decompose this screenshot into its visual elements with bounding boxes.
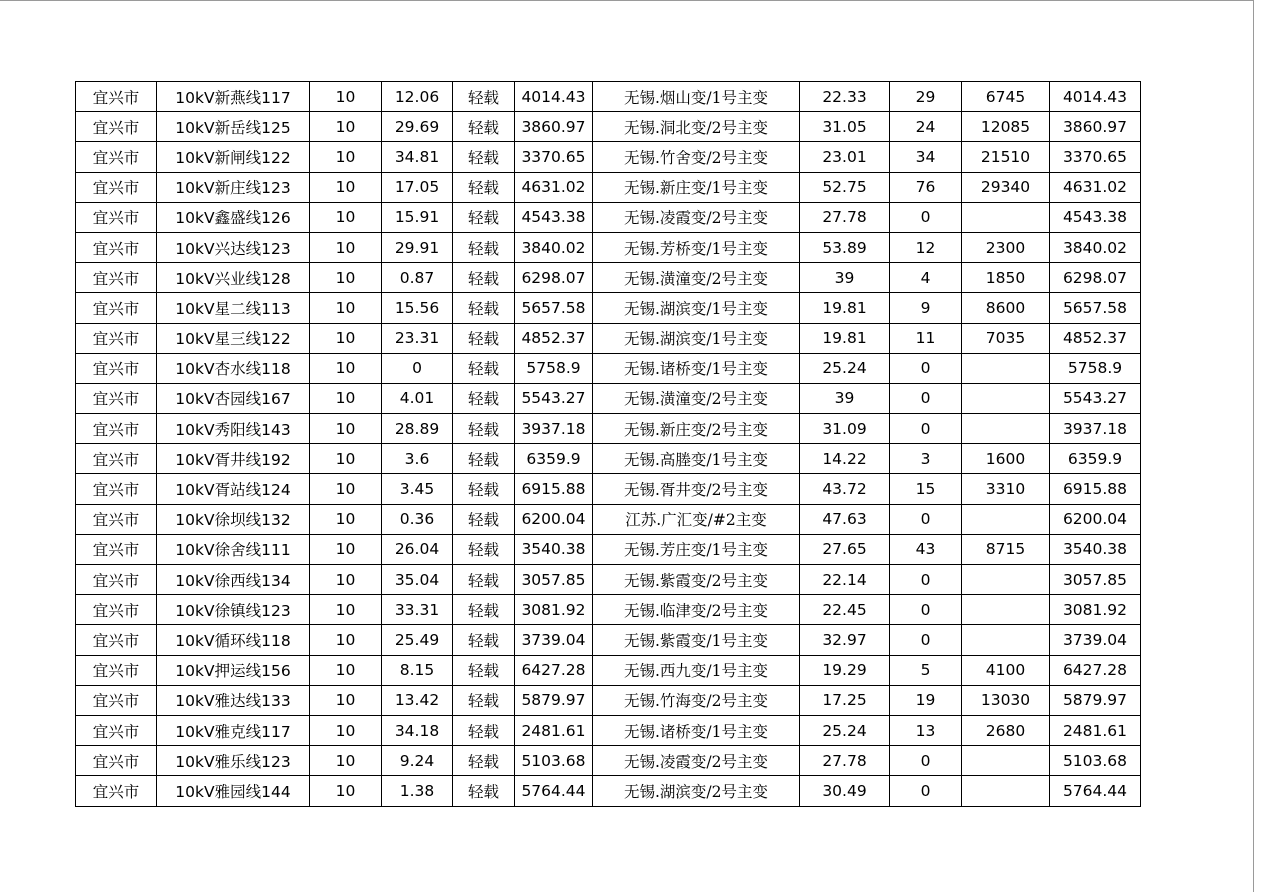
table-row bbox=[76, 383, 1141, 413]
load-status-cell: 轻载 bbox=[453, 776, 515, 806]
transformer-rate-cell: 30.49 bbox=[800, 776, 890, 806]
user-capacity-cell bbox=[962, 353, 1050, 383]
transformer-cell: 无锡.诸桥变/1号主变 bbox=[593, 353, 800, 383]
transformer-rate-cell: 14.22 bbox=[800, 444, 890, 474]
user-capacity-cell bbox=[962, 746, 1050, 776]
user-capacity-cell: 12085 bbox=[962, 112, 1050, 142]
rate-cell: 15.56 bbox=[382, 293, 453, 323]
voltage-cell: 10 bbox=[310, 655, 382, 685]
user-capacity-cell: 4100 bbox=[962, 655, 1050, 685]
line-name-cell: 10kV新燕线117 bbox=[157, 82, 310, 112]
available-capacity-cell: 4631.02 bbox=[1050, 172, 1141, 202]
voltage-cell: 10 bbox=[310, 474, 382, 504]
transformer-cell: 无锡.湖滨变/1号主变 bbox=[593, 293, 800, 323]
voltage-cell: 10 bbox=[310, 685, 382, 715]
voltage-cell: 10 bbox=[310, 444, 382, 474]
available-capacity-cell: 3057.85 bbox=[1050, 565, 1141, 595]
load-status-cell: 轻载 bbox=[453, 595, 515, 625]
voltage-cell: 10 bbox=[310, 565, 382, 595]
capacity-cell: 6359.9 bbox=[515, 444, 593, 474]
table-row bbox=[76, 232, 1141, 262]
user-capacity-cell bbox=[962, 595, 1050, 625]
line-name-cell: 10kV兴达线123 bbox=[157, 232, 310, 262]
load-status-cell: 轻载 bbox=[453, 655, 515, 685]
transformer-cell: 无锡.高塍变/1号主变 bbox=[593, 444, 800, 474]
available-capacity-cell: 5103.68 bbox=[1050, 746, 1141, 776]
transformer-cell: 无锡.湖滨变/2号主变 bbox=[593, 776, 800, 806]
load-status-cell: 轻载 bbox=[453, 112, 515, 142]
table-row bbox=[76, 142, 1141, 172]
table-row bbox=[76, 323, 1141, 353]
transformer-rate-cell: 39 bbox=[800, 383, 890, 413]
transformer-rate-cell: 27.78 bbox=[800, 746, 890, 776]
load-status-cell: 轻载 bbox=[453, 232, 515, 262]
available-capacity-cell: 5879.97 bbox=[1050, 685, 1141, 715]
rate-cell: 12.06 bbox=[382, 82, 453, 112]
line-name-cell: 10kV胥井线192 bbox=[157, 444, 310, 474]
user-capacity-cell bbox=[962, 383, 1050, 413]
city-cell: 宜兴市 bbox=[76, 202, 157, 232]
rate-cell: 26.04 bbox=[382, 534, 453, 564]
line-name-cell: 10kV胥站线124 bbox=[157, 474, 310, 504]
table-row bbox=[76, 444, 1141, 474]
city-cell: 宜兴市 bbox=[76, 323, 157, 353]
voltage-cell: 10 bbox=[310, 595, 382, 625]
rate-cell: 8.15 bbox=[382, 655, 453, 685]
user-capacity-cell: 1600 bbox=[962, 444, 1050, 474]
capacity-cell: 4631.02 bbox=[515, 172, 593, 202]
voltage-cell: 10 bbox=[310, 142, 382, 172]
city-cell: 宜兴市 bbox=[76, 504, 157, 534]
user-capacity-cell bbox=[962, 625, 1050, 655]
line-name-cell: 10kV新岳线125 bbox=[157, 112, 310, 142]
rate-cell: 3.6 bbox=[382, 444, 453, 474]
table-row bbox=[76, 685, 1141, 715]
count-cell: 0 bbox=[890, 504, 962, 534]
count-cell: 4 bbox=[890, 263, 962, 293]
line-name-cell: 10kV徐舍线111 bbox=[157, 534, 310, 564]
transformer-rate-cell: 27.65 bbox=[800, 534, 890, 564]
rate-cell: 35.04 bbox=[382, 565, 453, 595]
city-cell: 宜兴市 bbox=[76, 534, 157, 564]
user-capacity-cell: 6745 bbox=[962, 82, 1050, 112]
transformer-cell: 无锡.芳庄变/1号主变 bbox=[593, 534, 800, 564]
line-name-cell: 10kV新庄线123 bbox=[157, 172, 310, 202]
line-name-cell: 10kV徐镇线123 bbox=[157, 595, 310, 625]
user-capacity-cell bbox=[962, 565, 1050, 595]
rate-cell: 34.81 bbox=[382, 142, 453, 172]
count-cell: 0 bbox=[890, 746, 962, 776]
transformer-rate-cell: 39 bbox=[800, 263, 890, 293]
line-name-cell: 10kV杏园线167 bbox=[157, 383, 310, 413]
voltage-cell: 10 bbox=[310, 776, 382, 806]
line-name-cell: 10kV鑫盛线126 bbox=[157, 202, 310, 232]
city-cell: 宜兴市 bbox=[76, 142, 157, 172]
available-capacity-cell: 6427.28 bbox=[1050, 655, 1141, 685]
table-row bbox=[76, 504, 1141, 534]
count-cell: 76 bbox=[890, 172, 962, 202]
table-row bbox=[76, 293, 1141, 323]
available-capacity-cell: 5758.9 bbox=[1050, 353, 1141, 383]
available-capacity-cell: 4543.38 bbox=[1050, 202, 1141, 232]
capacity-cell: 3057.85 bbox=[515, 565, 593, 595]
city-cell: 宜兴市 bbox=[76, 353, 157, 383]
count-cell: 0 bbox=[890, 202, 962, 232]
voltage-cell: 10 bbox=[310, 232, 382, 262]
load-status-cell: 轻载 bbox=[453, 323, 515, 353]
rate-cell: 33.31 bbox=[382, 595, 453, 625]
line-name-cell: 10kV雅乐线123 bbox=[157, 746, 310, 776]
count-cell: 43 bbox=[890, 534, 962, 564]
user-capacity-cell: 2680 bbox=[962, 715, 1050, 745]
transformer-rate-cell: 47.63 bbox=[800, 504, 890, 534]
data-table bbox=[75, 81, 1141, 807]
transformer-rate-cell: 19.81 bbox=[800, 293, 890, 323]
capacity-cell: 6915.88 bbox=[515, 474, 593, 504]
capacity-cell: 3860.97 bbox=[515, 112, 593, 142]
voltage-cell: 10 bbox=[310, 263, 382, 293]
count-cell: 0 bbox=[890, 353, 962, 383]
capacity-cell: 4014.43 bbox=[515, 82, 593, 112]
transformer-cell: 无锡.新庄变/2号主变 bbox=[593, 414, 800, 444]
capacity-cell: 5103.68 bbox=[515, 746, 593, 776]
rate-cell: 25.49 bbox=[382, 625, 453, 655]
capacity-cell: 3937.18 bbox=[515, 414, 593, 444]
user-capacity-cell bbox=[962, 202, 1050, 232]
transformer-rate-cell: 32.97 bbox=[800, 625, 890, 655]
rate-cell: 28.89 bbox=[382, 414, 453, 444]
count-cell: 15 bbox=[890, 474, 962, 504]
load-status-cell: 轻载 bbox=[453, 444, 515, 474]
city-cell: 宜兴市 bbox=[76, 172, 157, 202]
transformer-cell: 无锡.凌霞变/2号主变 bbox=[593, 746, 800, 776]
capacity-cell: 5764.44 bbox=[515, 776, 593, 806]
city-cell: 宜兴市 bbox=[76, 715, 157, 745]
transformer-cell: 无锡.临津变/2号主变 bbox=[593, 595, 800, 625]
voltage-cell: 10 bbox=[310, 414, 382, 444]
available-capacity-cell: 3540.38 bbox=[1050, 534, 1141, 564]
city-cell: 宜兴市 bbox=[76, 414, 157, 444]
transformer-cell: 无锡.西九变/1号主变 bbox=[593, 655, 800, 685]
count-cell: 12 bbox=[890, 232, 962, 262]
available-capacity-cell: 5543.27 bbox=[1050, 383, 1141, 413]
user-capacity-cell: 13030 bbox=[962, 685, 1050, 715]
city-cell: 宜兴市 bbox=[76, 565, 157, 595]
load-status-cell: 轻载 bbox=[453, 353, 515, 383]
user-capacity-cell: 21510 bbox=[962, 142, 1050, 172]
voltage-cell: 10 bbox=[310, 202, 382, 232]
city-cell: 宜兴市 bbox=[76, 474, 157, 504]
line-name-cell: 10kV星三线122 bbox=[157, 323, 310, 353]
capacity-cell: 5879.97 bbox=[515, 685, 593, 715]
transformer-cell: 无锡.潢潼变/2号主变 bbox=[593, 383, 800, 413]
city-cell: 宜兴市 bbox=[76, 685, 157, 715]
line-name-cell: 10kV秀阳线143 bbox=[157, 414, 310, 444]
user-capacity-cell: 1850 bbox=[962, 263, 1050, 293]
load-status-cell: 轻载 bbox=[453, 263, 515, 293]
transformer-rate-cell: 53.89 bbox=[800, 232, 890, 262]
rate-cell: 17.05 bbox=[382, 172, 453, 202]
capacity-cell: 5758.9 bbox=[515, 353, 593, 383]
city-cell: 宜兴市 bbox=[76, 263, 157, 293]
voltage-cell: 10 bbox=[310, 746, 382, 776]
transformer-rate-cell: 25.24 bbox=[800, 353, 890, 383]
rate-cell: 29.69 bbox=[382, 112, 453, 142]
transformer-cell: 无锡.凌霞变/2号主变 bbox=[593, 202, 800, 232]
available-capacity-cell: 3860.97 bbox=[1050, 112, 1141, 142]
transformer-cell: 无锡.新庄变/1号主变 bbox=[593, 172, 800, 202]
city-cell: 宜兴市 bbox=[76, 112, 157, 142]
transformer-cell: 无锡.诸桥变/1号主变 bbox=[593, 715, 800, 745]
load-status-cell: 轻载 bbox=[453, 383, 515, 413]
user-capacity-cell: 29340 bbox=[962, 172, 1050, 202]
table-row bbox=[76, 353, 1141, 383]
available-capacity-cell: 6200.04 bbox=[1050, 504, 1141, 534]
count-cell: 24 bbox=[890, 112, 962, 142]
load-status-cell: 轻载 bbox=[453, 293, 515, 323]
rate-cell: 0.87 bbox=[382, 263, 453, 293]
line-name-cell: 10kV杏水线118 bbox=[157, 353, 310, 383]
city-cell: 宜兴市 bbox=[76, 625, 157, 655]
rate-cell: 29.91 bbox=[382, 232, 453, 262]
voltage-cell: 10 bbox=[310, 534, 382, 564]
capacity-cell: 4852.37 bbox=[515, 323, 593, 353]
rate-cell: 1.38 bbox=[382, 776, 453, 806]
user-capacity-cell bbox=[962, 414, 1050, 444]
capacity-cell: 6427.28 bbox=[515, 655, 593, 685]
table-row bbox=[76, 565, 1141, 595]
available-capacity-cell: 6298.07 bbox=[1050, 263, 1141, 293]
line-name-cell: 10kV雅园线144 bbox=[157, 776, 310, 806]
table-row bbox=[76, 776, 1141, 806]
capacity-cell: 6200.04 bbox=[515, 504, 593, 534]
transformer-cell: 无锡.紫霞变/1号主变 bbox=[593, 625, 800, 655]
transformer-rate-cell: 22.45 bbox=[800, 595, 890, 625]
available-capacity-cell: 2481.61 bbox=[1050, 715, 1141, 745]
city-cell: 宜兴市 bbox=[76, 293, 157, 323]
transformer-cell: 无锡.胥井变/2号主变 bbox=[593, 474, 800, 504]
count-cell: 5 bbox=[890, 655, 962, 685]
rate-cell: 23.31 bbox=[382, 323, 453, 353]
voltage-cell: 10 bbox=[310, 172, 382, 202]
count-cell: 0 bbox=[890, 625, 962, 655]
line-name-cell: 10kV徐坝线132 bbox=[157, 504, 310, 534]
count-cell: 11 bbox=[890, 323, 962, 353]
available-capacity-cell: 6359.9 bbox=[1050, 444, 1141, 474]
line-name-cell: 10kV循环线118 bbox=[157, 625, 310, 655]
user-capacity-cell: 8715 bbox=[962, 534, 1050, 564]
count-cell: 0 bbox=[890, 565, 962, 595]
voltage-cell: 10 bbox=[310, 353, 382, 383]
rate-cell: 15.91 bbox=[382, 202, 453, 232]
user-capacity-cell: 2300 bbox=[962, 232, 1050, 262]
voltage-cell: 10 bbox=[310, 383, 382, 413]
user-capacity-cell: 8600 bbox=[962, 293, 1050, 323]
load-status-cell: 轻载 bbox=[453, 474, 515, 504]
table-row bbox=[76, 414, 1141, 444]
transformer-rate-cell: 31.09 bbox=[800, 414, 890, 444]
rate-cell: 34.18 bbox=[382, 715, 453, 745]
table-row bbox=[76, 655, 1141, 685]
table-row bbox=[76, 474, 1141, 504]
load-status-cell: 轻载 bbox=[453, 414, 515, 444]
table-row bbox=[76, 534, 1141, 564]
load-status-cell: 轻载 bbox=[453, 715, 515, 745]
city-cell: 宜兴市 bbox=[76, 655, 157, 685]
user-capacity-cell: 3310 bbox=[962, 474, 1050, 504]
transformer-rate-cell: 22.14 bbox=[800, 565, 890, 595]
voltage-cell: 10 bbox=[310, 82, 382, 112]
count-cell: 34 bbox=[890, 142, 962, 172]
user-capacity-cell bbox=[962, 504, 1050, 534]
load-status-cell: 轻载 bbox=[453, 685, 515, 715]
city-cell: 宜兴市 bbox=[76, 232, 157, 262]
voltage-cell: 10 bbox=[310, 715, 382, 745]
transformer-cell: 无锡.潢潼变/2号主变 bbox=[593, 263, 800, 293]
load-status-cell: 轻载 bbox=[453, 172, 515, 202]
table-row bbox=[76, 202, 1141, 232]
table-row bbox=[76, 715, 1141, 745]
load-status-cell: 轻载 bbox=[453, 202, 515, 232]
transformer-rate-cell: 25.24 bbox=[800, 715, 890, 745]
table-row bbox=[76, 746, 1141, 776]
table-row bbox=[76, 263, 1141, 293]
capacity-cell: 3840.02 bbox=[515, 232, 593, 262]
rate-cell: 0.36 bbox=[382, 504, 453, 534]
city-cell: 宜兴市 bbox=[76, 444, 157, 474]
city-cell: 宜兴市 bbox=[76, 595, 157, 625]
available-capacity-cell: 4014.43 bbox=[1050, 82, 1141, 112]
city-cell: 宜兴市 bbox=[76, 746, 157, 776]
rate-cell: 9.24 bbox=[382, 746, 453, 776]
table-row bbox=[76, 625, 1141, 655]
rate-cell: 0 bbox=[382, 353, 453, 383]
count-cell: 0 bbox=[890, 595, 962, 625]
table-row bbox=[76, 595, 1141, 625]
table-row bbox=[76, 112, 1141, 142]
count-cell: 0 bbox=[890, 414, 962, 444]
capacity-cell: 4543.38 bbox=[515, 202, 593, 232]
capacity-cell: 3739.04 bbox=[515, 625, 593, 655]
load-status-cell: 轻载 bbox=[453, 82, 515, 112]
transformer-cell: 无锡.烟山变/1号主变 bbox=[593, 82, 800, 112]
transformer-rate-cell: 31.05 bbox=[800, 112, 890, 142]
capacity-cell: 3540.38 bbox=[515, 534, 593, 564]
voltage-cell: 10 bbox=[310, 293, 382, 323]
transformer-cell: 江苏.广汇变/#2主变 bbox=[593, 504, 800, 534]
transformer-rate-cell: 19.29 bbox=[800, 655, 890, 685]
table-row bbox=[76, 172, 1141, 202]
count-cell: 3 bbox=[890, 444, 962, 474]
capacity-cell: 6298.07 bbox=[515, 263, 593, 293]
city-cell: 宜兴市 bbox=[76, 383, 157, 413]
transformer-rate-cell: 22.33 bbox=[800, 82, 890, 112]
voltage-cell: 10 bbox=[310, 625, 382, 655]
line-name-cell: 10kV雅达线133 bbox=[157, 685, 310, 715]
transformer-rate-cell: 27.78 bbox=[800, 202, 890, 232]
load-status-cell: 轻载 bbox=[453, 746, 515, 776]
line-name-cell: 10kV雅克线117 bbox=[157, 715, 310, 745]
load-status-cell: 轻载 bbox=[453, 565, 515, 595]
voltage-cell: 10 bbox=[310, 504, 382, 534]
load-status-cell: 轻载 bbox=[453, 625, 515, 655]
rate-cell: 3.45 bbox=[382, 474, 453, 504]
line-name-cell: 10kV新闸线122 bbox=[157, 142, 310, 172]
transformer-rate-cell: 17.25 bbox=[800, 685, 890, 715]
available-capacity-cell: 5657.58 bbox=[1050, 293, 1141, 323]
transformer-cell: 无锡.洞北变/2号主变 bbox=[593, 112, 800, 142]
voltage-cell: 10 bbox=[310, 323, 382, 353]
transformer-cell: 无锡.芳桥变/1号主变 bbox=[593, 232, 800, 262]
rate-cell: 13.42 bbox=[382, 685, 453, 715]
transformer-rate-cell: 43.72 bbox=[800, 474, 890, 504]
load-status-cell: 轻载 bbox=[453, 504, 515, 534]
available-capacity-cell: 4852.37 bbox=[1050, 323, 1141, 353]
count-cell: 13 bbox=[890, 715, 962, 745]
transformer-cell: 无锡.竹海变/2号主变 bbox=[593, 685, 800, 715]
transformer-rate-cell: 19.81 bbox=[800, 323, 890, 353]
available-capacity-cell: 3370.65 bbox=[1050, 142, 1141, 172]
user-capacity-cell bbox=[962, 776, 1050, 806]
available-capacity-cell: 3937.18 bbox=[1050, 414, 1141, 444]
available-capacity-cell: 5764.44 bbox=[1050, 776, 1141, 806]
city-cell: 宜兴市 bbox=[76, 776, 157, 806]
capacity-cell: 5657.58 bbox=[515, 293, 593, 323]
city-cell: 宜兴市 bbox=[76, 82, 157, 112]
capacity-cell: 5543.27 bbox=[515, 383, 593, 413]
transformer-rate-cell: 23.01 bbox=[800, 142, 890, 172]
available-capacity-cell: 3081.92 bbox=[1050, 595, 1141, 625]
capacity-cell: 3370.65 bbox=[515, 142, 593, 172]
transformer-cell: 无锡.紫霞变/2号主变 bbox=[593, 565, 800, 595]
count-cell: 0 bbox=[890, 383, 962, 413]
capacity-cell: 3081.92 bbox=[515, 595, 593, 625]
available-capacity-cell: 3739.04 bbox=[1050, 625, 1141, 655]
available-capacity-cell: 6915.88 bbox=[1050, 474, 1141, 504]
line-name-cell: 10kV星二线113 bbox=[157, 293, 310, 323]
available-capacity-cell: 3840.02 bbox=[1050, 232, 1141, 262]
load-status-cell: 轻载 bbox=[453, 534, 515, 564]
load-status-cell: 轻载 bbox=[453, 142, 515, 172]
rate-cell: 4.01 bbox=[382, 383, 453, 413]
line-name-cell: 10kV徐西线134 bbox=[157, 565, 310, 595]
count-cell: 0 bbox=[890, 776, 962, 806]
table-row bbox=[76, 82, 1141, 112]
voltage-cell: 10 bbox=[310, 112, 382, 142]
transformer-cell: 无锡.湖滨变/1号主变 bbox=[593, 323, 800, 353]
transformer-rate-cell: 52.75 bbox=[800, 172, 890, 202]
capacity-cell: 2481.61 bbox=[515, 715, 593, 745]
line-name-cell: 10kV兴业线128 bbox=[157, 263, 310, 293]
count-cell: 9 bbox=[890, 293, 962, 323]
transformer-cell: 无锡.竹舍变/2号主变 bbox=[593, 142, 800, 172]
user-capacity-cell: 7035 bbox=[962, 323, 1050, 353]
line-name-cell: 10kV押运线156 bbox=[157, 655, 310, 685]
count-cell: 19 bbox=[890, 685, 962, 715]
count-cell: 29 bbox=[890, 82, 962, 112]
